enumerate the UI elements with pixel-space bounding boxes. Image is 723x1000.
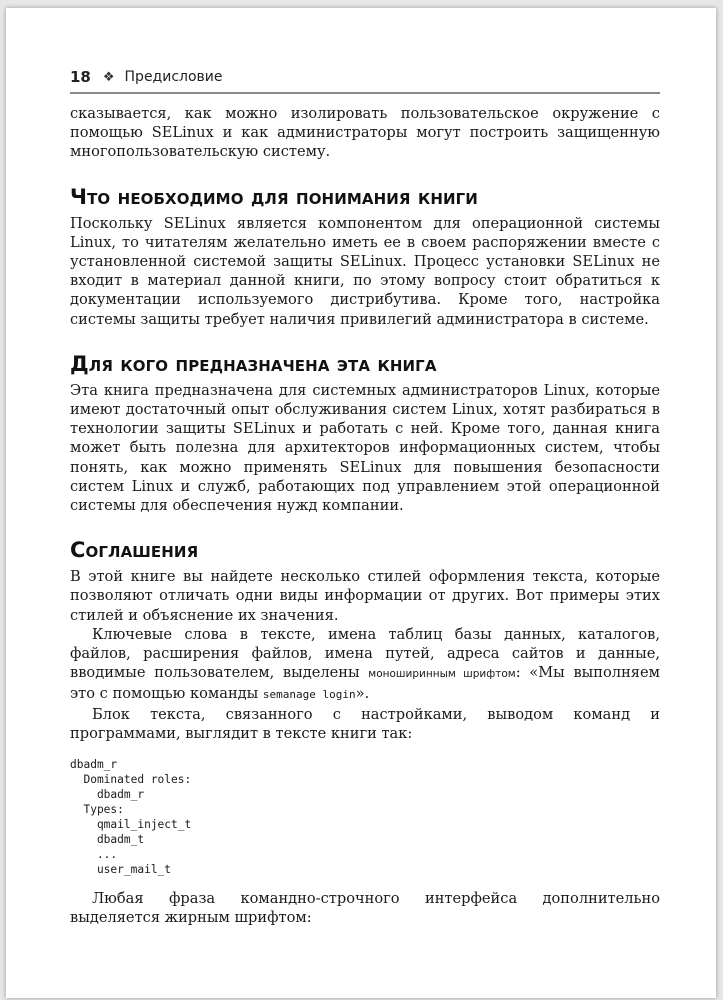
intro-paragraph: сказывается, как можно изолировать пользовательское окружение с помощью SELinux и как администраторы могут построить защищенную многопользовательскую систему. [70, 105, 660, 161]
separator-ornament-icon: ❖ [102, 69, 115, 85]
page-body [70, 104, 660, 927]
page-number: 18 [70, 68, 91, 86]
code-block: dbadm_r Dominated roles: dbadm_r Types: qmail_inject_t dbadm_t ... user_mail_t [70, 758, 192, 877]
code-block-intro-paragraph: Блок текста, связанного с настройками, выводом команд и программами, выглядит в тексте книги так: [70, 705, 660, 742]
keywords-text-before: Ключевые слова в тексте, имена таблиц базы данных, каталогов, файлов, расширения файлов, имена путей, адреса сайтов и данные, вводимые пользователем, выделены [70, 625, 660, 682]
header-section-title: Предисловие [124, 69, 223, 85]
heading-requirements: Что необходимо для понимания книги [70, 184, 478, 209]
conventions-paragraph: В этой книге вы найдете несколько стилей оформления текста, которые позволяют отличать одни виды информации от других. Вот примеры этих стилей и объяснение их значения. [70, 568, 660, 624]
keywords-text-middle: : «Мы выполняем это с помощью команды [70, 664, 661, 703]
requirements-paragraph: Поскольку SELinux является компонентом для операционной системы Linux, то читателям желательно иметь ее в своем распоряжении вместе с установленной системой защиты SELinux. Процесс установки SELinux не входит в материал данной книги, по этому вопросу стоит обратиться к документации используемого дистрибутива. Кроме того, настройка системы защиты требует наличия привилегий администратора в системе. [70, 214, 660, 328]
keywords-text-after: ». [355, 685, 370, 703]
monospace-label: моноширинным шрифтом [368, 668, 516, 681]
running-header [70, 62, 660, 94]
conventions-keywords-paragraph [70, 625, 660, 705]
book-page [6, 8, 716, 998]
cli-bold-paragraph: Любая фраза командно-строчного интерфейса дополнительно выделяется жирным шрифтом: [70, 890, 660, 927]
heading-audience: Для кого предназначена эта книга [70, 351, 437, 376]
audience-paragraph: Эта книга предназначена для системных администраторов Linux, которые имеют достаточный опыт обслуживания систем Linux, хотят разбираться в технологии защиты SELinux и работать с ней. Кроме того, данная книга может быть полезна для архитекторов информационных систем, чтобы понять, как можно применять SELinux для повышения безопасности систем Linux и служб, работающих под управлением этой операционной системы для обеспечения нужд компании. [70, 381, 660, 515]
inline-code-semanage: semanage login [262, 688, 356, 702]
heading-conventions: Соглашения [70, 538, 199, 563]
